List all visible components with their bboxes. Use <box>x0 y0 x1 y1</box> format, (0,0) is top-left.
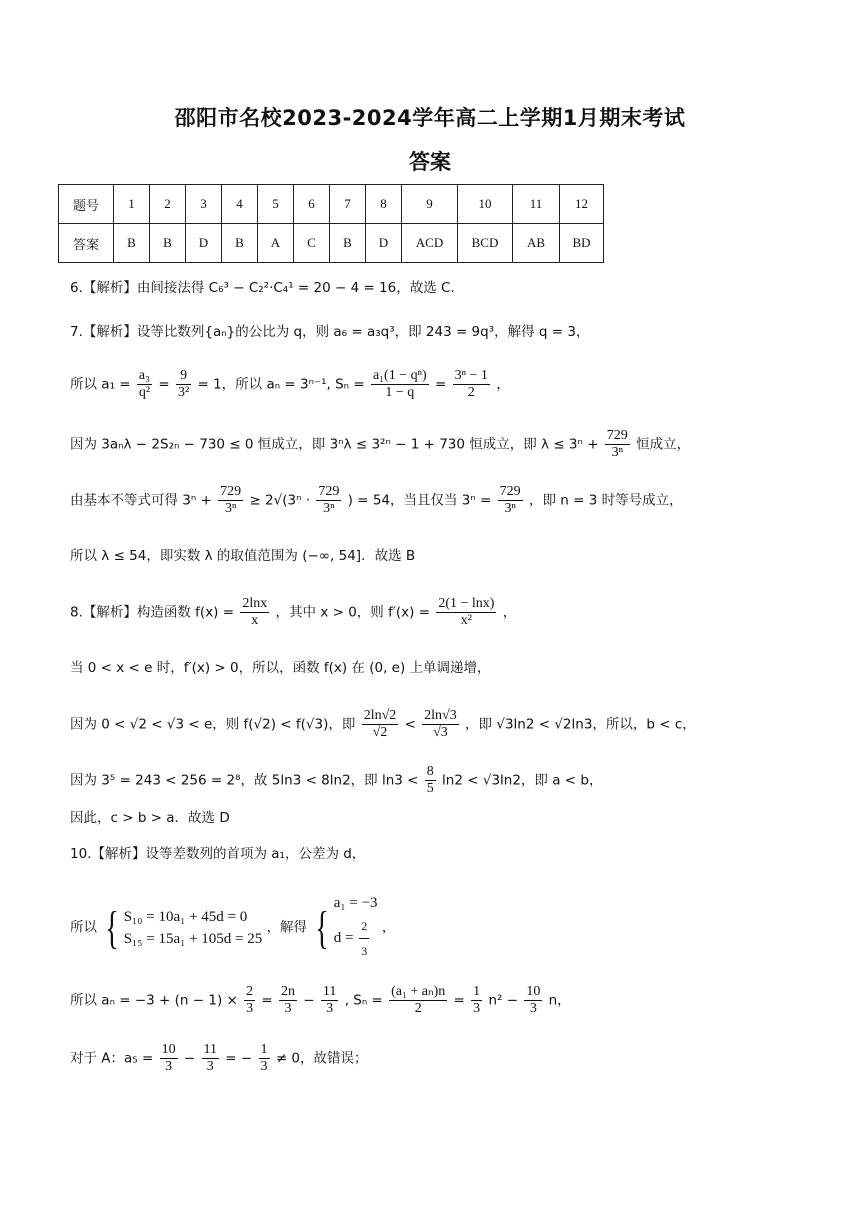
fraction: $\frac{8}{5}$ <box>426 764 434 796</box>
table-cell: 7 <box>330 185 366 224</box>
left-brace: { <box>105 901 119 953</box>
solution-7-line-4: 由基本不等式可得 3ⁿ + $\frac{729}{\text{3ⁿ}}$ ≥ 2√(3ⁿ · $\frac{729}{\text{3ⁿ}}$ ) = 54，当且仅当 3ⁿ = $\frac{729}{\text{3ⁿ}}$ ，即 n = 3 时等号成立， <box>70 484 683 516</box>
fraction: $\frac{9}{\text{3²}}$ <box>177 368 190 400</box>
solution-10-line-1: 10.【解析】设等差数列的首项为 a₁，公差为 d， <box>70 846 366 862</box>
page-title: 邵阳市名校2023-2024学年高二上学期1月期末考试 <box>174 106 686 130</box>
solution-8-line-5: 因此，c > b > a．故选 D <box>70 810 230 826</box>
fraction: $\frac{10}{3}$ <box>526 984 541 1016</box>
fraction: $\frac{729}{\text{3ⁿ}}$ <box>318 484 340 516</box>
fraction: $\frac{\text{a₁(1 − qⁿ)}}{1 - q}$ <box>372 368 427 400</box>
table-cell: C <box>294 224 330 263</box>
solution-10-line-3: 所以 aₙ = −3 + (n − 1) × $\frac{2}{3}$ = $\frac{2n}{3}$ − $\frac{11}{3}$ , Sₙ = $\frac{\text{(a₁ + aₙ)n}}{2}$ = $\frac{1}{3}$ n² − $\frac{10}{3}$ n， <box>70 984 571 1016</box>
solution-8-line-3: 因为 0 < √2 < √3 < e，则 f(√2) < f(√3)，即 $\frac{2\ln√2}{√2}$ < $\frac{2\ln√3}{√3}$ ，即 √3ln2 < √2ln3，所以，b < c， <box>70 708 696 740</box>
table-cell: 4 <box>222 185 258 224</box>
fraction: $\frac{2}{3}$ <box>246 984 254 1016</box>
solution-8-line-4: 因为 3⁵ = 243 < 256 = 2⁸，故 5ln3 < 8ln2，即 ln3 < $\frac{8}{5}$ ln2 < √3ln2，即 a < b， <box>70 764 603 796</box>
solution-10-line-2: 所以 { S₁₀ = 10a₁ + 45d = 0 S₁₅ = 15a₁ + 105d = 25 ，解得 { a₁ = −3 d = $\frac{2}{3}$ ， <box>70 892 395 963</box>
fraction: $\frac{1}{3}$ <box>260 1042 268 1074</box>
solution-6: 6.【解析】由间接法得 C₆³ − C₂²·C₄¹ = 20 − 4 = 16，故选 C. <box>70 280 455 296</box>
fraction: $\frac{11}{3}$ <box>203 1042 217 1074</box>
fraction: $\frac{\text{(a₁ + aₙ)n}}{2}$ <box>391 984 446 1016</box>
solution-8-line-2: 当 0 < x < e 时，f′(x) > 0，所以，函数 f(x) 在 (0, e) 上单调递增， <box>70 660 491 676</box>
solution-8-line-1: 8.【解析】构造函数 f(x) = $\frac{2\ln x}{x}$ ，其中 x > 0，则 f′(x) = $\frac{2(1 - \ln x)}{\text{x²}}$ ， <box>70 596 517 628</box>
solution-7-line-1: 7.【解析】设等比数列{aₙ}的公比为 q，则 a₆ = a₃q³，即 243 = 9q³，解得 q = 3， <box>70 324 590 340</box>
table-cell: ACD <box>402 224 458 263</box>
table-cell: B <box>222 224 258 263</box>
table-cell: 12 <box>560 185 604 224</box>
table-cell: 11 <box>513 185 560 224</box>
fraction: $\frac{2n}{3}$ <box>281 984 296 1016</box>
table-cell: 2 <box>150 185 186 224</box>
fraction: $\frac{\text{3ⁿ − 1}}{2}$ <box>454 368 488 400</box>
table-cell: B <box>114 224 150 263</box>
fraction: $\frac{2\ln x}{x}$ <box>242 596 268 628</box>
fraction: $\frac{2(1 - \ln x)}{\text{x²}}$ <box>438 596 495 628</box>
table-cell: B <box>330 224 366 263</box>
solution-10-line-4: 对于 A：a₅ = $\frac{10}{3}$ − $\frac{11}{3}$ = − $\frac{1}{3}$ ≠ 0，故错误； <box>70 1042 368 1074</box>
fraction: $\frac{729}{\text{3ⁿ}}$ <box>499 484 521 516</box>
table-cell: BCD <box>458 224 513 263</box>
table-cell: 5 <box>258 185 294 224</box>
table-cell: 9 <box>402 185 458 224</box>
left-brace: { <box>315 901 330 953</box>
fraction: $\frac{729}{\text{3ⁿ}}$ <box>220 484 242 516</box>
table-cell: D <box>186 224 222 263</box>
table-cell: 6 <box>294 185 330 224</box>
fraction: $\frac{\text{a₃}}{\text{q²}}$ <box>138 368 151 400</box>
table-cell: B <box>150 224 186 263</box>
page-subtitle: 答案 <box>409 150 451 174</box>
solution-7-line-5: 所以 λ ≤ 54，即实数 λ 的取值范围为 (−∞, 54]．故选 B <box>70 548 416 564</box>
table-cell: BD <box>560 224 604 263</box>
fraction: $\frac{11}{3}$ <box>322 984 337 1016</box>
equation-system: S₁₀ = 10a₁ + 45d = 0 S₁₅ = 15a₁ + 105d = 25 <box>123 908 263 947</box>
fraction: $\frac{1}{3}$ <box>473 984 481 1016</box>
table-cell: D <box>366 224 402 263</box>
fraction: $\frac{10}{3}$ <box>161 1042 176 1074</box>
fraction: $\frac{2\ln√2}{√2}$ <box>363 708 397 740</box>
table-cell: 1 <box>114 185 150 224</box>
table-cell: 10 <box>458 185 513 224</box>
table-cell: A <box>258 224 294 263</box>
table-cell: 8 <box>366 185 402 224</box>
fraction: $\frac{2\ln√3}{√3}$ <box>424 708 457 740</box>
table-header-answer: 答案 <box>59 224 114 263</box>
table-cell: 3 <box>186 185 222 224</box>
fraction: $\frac{729}{\text{3ⁿ}}$ <box>606 428 628 460</box>
table-header-number: 题号 <box>59 185 114 224</box>
table-row-numbers <box>59 185 604 224</box>
solution-7-line-3: 因为 3aₙλ − 2S₂ₙ − 730 ≤ 0 恒成立，即 3ⁿλ ≤ 3²ⁿ − 1 + 730 恒成立，即 λ ≤ 3ⁿ + $\frac{729}{\text{3ⁿ}}$ 恒成立， <box>70 428 691 460</box>
solution-7-line-2: 所以 a₁ = $\frac{\text{a₃}}{\text{q²}}$ = $\frac{9}{\text{3²}}$ = 1，所以 aₙ = 3ⁿ⁻¹, Sₙ = $\frac{\text{a₁(1 − qⁿ)}}{1 - q}$ = $\frac{\text{3ⁿ − 1}}{2}$ ， <box>70 368 510 400</box>
answer-table <box>58 184 604 263</box>
solution-system: a₁ = −3 d = $\frac{2}{3}$ <box>333 895 378 958</box>
table-row-answers <box>59 224 604 263</box>
table-cell: AB <box>513 224 560 263</box>
